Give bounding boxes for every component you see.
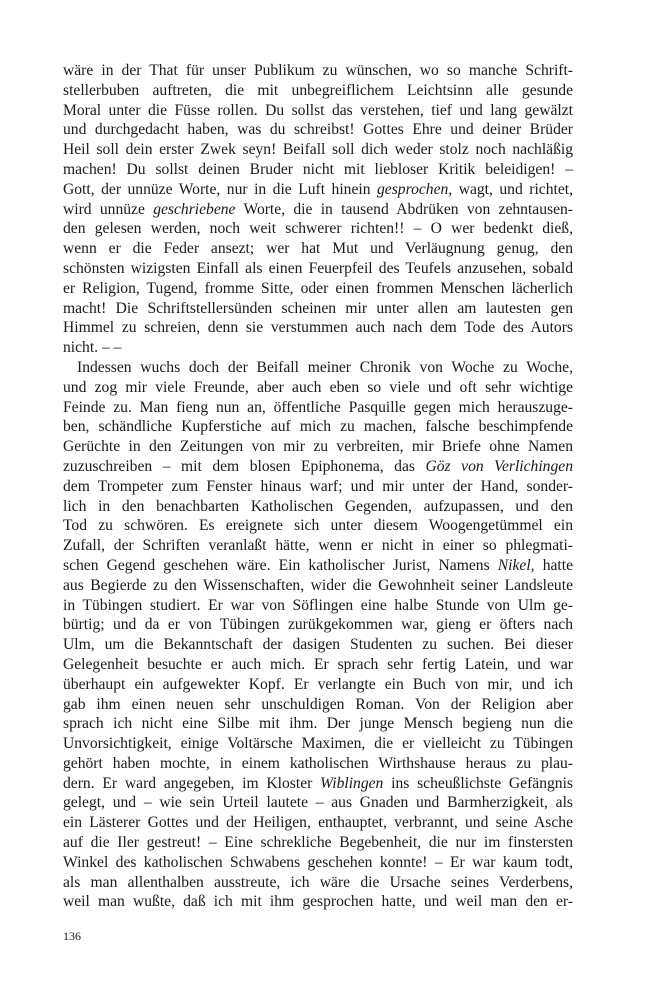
text-line: gab ihm einen neuen sehr unschuldigen Roman. Von der Religion aber — [63, 695, 573, 713]
text-line: sprach ich nicht eine Silbe mit ihm. Der junge Mensch begieng nun die — [63, 715, 573, 733]
text-line: schönsten wizigsten Einfall als einen Feuerpfeil des Teufels anzusehen, sobald — [63, 259, 573, 277]
text-line: Indessen wuchs doch der Beifall meiner Chronik von Woche zu Woche, — [77, 358, 573, 376]
text-line: Feinde zu. Man fieng nun an, öffentliche Pasquille gegen mich herauszuge- — [63, 398, 573, 416]
text-line: dem Trompeter zum Fenster hinaus warf; und mir unter der Hand, sonder- — [63, 477, 573, 495]
text-line: Tod zu schwören. Es ereignete sich unter diesem Woogengetümmel ein — [63, 517, 573, 535]
text-line: und zog mir viele Freunde, aber auch eben so viele und oft sehr wichtige — [63, 378, 573, 396]
text-line: er Religion, Tugend, fromme Sitte, oder einen frommen Menschen lächerlich — [63, 279, 573, 297]
italic-text: Nikel, — [497, 556, 535, 574]
text-run: ins scheußlichste Gefängnis — [383, 774, 573, 792]
text-line: ein Lästerer Gottes und der Heiligen, enthauptet, verbrannt, und seine Asche — [63, 814, 573, 832]
text-line: macht! Die Schriftstellersünden scheinen mir unter allen am lautesten gen — [63, 299, 573, 317]
text-run: Gott, der unnüze Worte, nur in die Luft hinein — [63, 180, 377, 198]
text-line — [63, 774, 573, 794]
text-line: Winkel des katholischen Schwabens geschehen konnte! – Er war kaum todt, — [63, 853, 573, 871]
text-line — [63, 457, 573, 477]
text-line: wäre in der That für unser Publikum zu wünschen, wo so manche Schrift- — [63, 62, 573, 79]
text-line — [63, 180, 573, 200]
text-line: als man allenthalben ausstreute, ich wäre die Ursache seines Verderbens, — [63, 873, 573, 891]
italic-text: geschriebene — [153, 200, 236, 218]
text-run: hatte — [534, 556, 574, 574]
text-line: lich in den benachbarten Katholischen Gegenden, aufzupassen, und den — [63, 497, 573, 515]
text-line: weil man wußte, daß ich mit ihm gesprochen hatte, und weil man den er- — [63, 893, 573, 911]
text-line: den gelesen werden, noch weit schwerer richten!! – O wer bedenkt dieß, — [63, 220, 573, 238]
text-line: Gerüchte in den Zeitungen von mir zu verbreiten, mir Briefe ohne Namen — [63, 438, 573, 456]
text-line: wenn er die Feder ansezt; wer hat Mut und Verläugnung genug, den — [63, 240, 573, 258]
text-line: Moral unter die Füsse rollen. Du sollst das verstehen, tief und lang gewälzt — [63, 101, 573, 119]
body-text — [63, 61, 573, 912]
text-line: Gelegenheit besuchte er auch mich. Er sprach sehr fertig Latein, und war — [63, 655, 573, 673]
italic-text: gesprochen, — [377, 180, 453, 198]
text-line: nicht. – – — [63, 339, 122, 357]
italic-text: Wiblingen — [320, 774, 384, 792]
text-line: Himmel zu schreien, denn sie verstummen auch nach dem Tode des Autors — [63, 319, 573, 337]
text-line: und durchgedacht haben, was du schreibst! Gottes Ehre und deiner Brüder — [63, 121, 573, 139]
text-line: gehört haben mochte, in einem katholischen Wirthshause heraus zu plau- — [63, 754, 573, 772]
text-line: Ulm, um die Bekanntschaft der dasigen Studenten zu suchen. Bei dieser — [63, 636, 573, 654]
text-line: machen! Du sollst deinen Bruder nicht mit liebloser Kritik beleidigen! – — [63, 160, 573, 178]
text-line: bürtig; und da er von Tübingen zurükgekommen war, gieng er öfters nach — [63, 616, 573, 634]
text-line: Zufall, der Schriften veranlaßt hätte, wenn er nicht in einer so phlegmati- — [63, 537, 573, 555]
text-line — [63, 556, 573, 576]
text-line: gelegt, und – wie sein Urteil lautete – aus Gnaden und Barmherzigkeit, als — [63, 794, 573, 812]
text-run: wagt, und richtet, — [452, 180, 573, 198]
text-line: ben, schändliche Kupferstiche auf mich zu machen, falsche beschimpfende — [63, 418, 573, 436]
text-line: stellerbuben auftreten, die mit unbegreiflichem Leichtsinn alle gesunde — [63, 81, 573, 99]
italic-text: Göz von Verlichingen — [425, 457, 573, 475]
text-line: überhaupt ein aufgewekter Kopf. Er verlangte ein Buch von mir, und ich — [63, 675, 573, 693]
text-run: schen Gegend geschehen wäre. Ein katholischer Jurist, Namens — [63, 556, 498, 574]
text-line — [63, 200, 573, 220]
text-run: zuzuschreiben – mit dem blosen Epiphonema, das — [63, 457, 426, 475]
page-number: 136 — [63, 929, 81, 943]
text-line: aus Begierde zu den Wissenschaften, wider die Gewohnheit seiner Landsleute — [63, 576, 573, 594]
text-line: Unvorsichtigkeit, einige Voltärsche Maximen, die er vielleicht zu Tübingen — [63, 735, 573, 753]
text-line: Heil soll dein erster Zwek seyn! Beifall soll dich weder stolz noch nachläßig — [63, 141, 573, 159]
text-run: dern. Er ward angegeben, im Kloster — [63, 774, 321, 792]
text-line: auf die Iler gestreut! – Eine schrekliche Begebenheit, die nur im finstersten — [63, 834, 573, 852]
text-line: in Tübingen studiert. Er war von Söflingen eine halbe Stunde von Ulm ge- — [63, 596, 573, 614]
text-run: Worte, die in tausend Abdrüken von zehntausen- — [235, 200, 573, 218]
text-run: wird unnüze — [63, 200, 154, 218]
